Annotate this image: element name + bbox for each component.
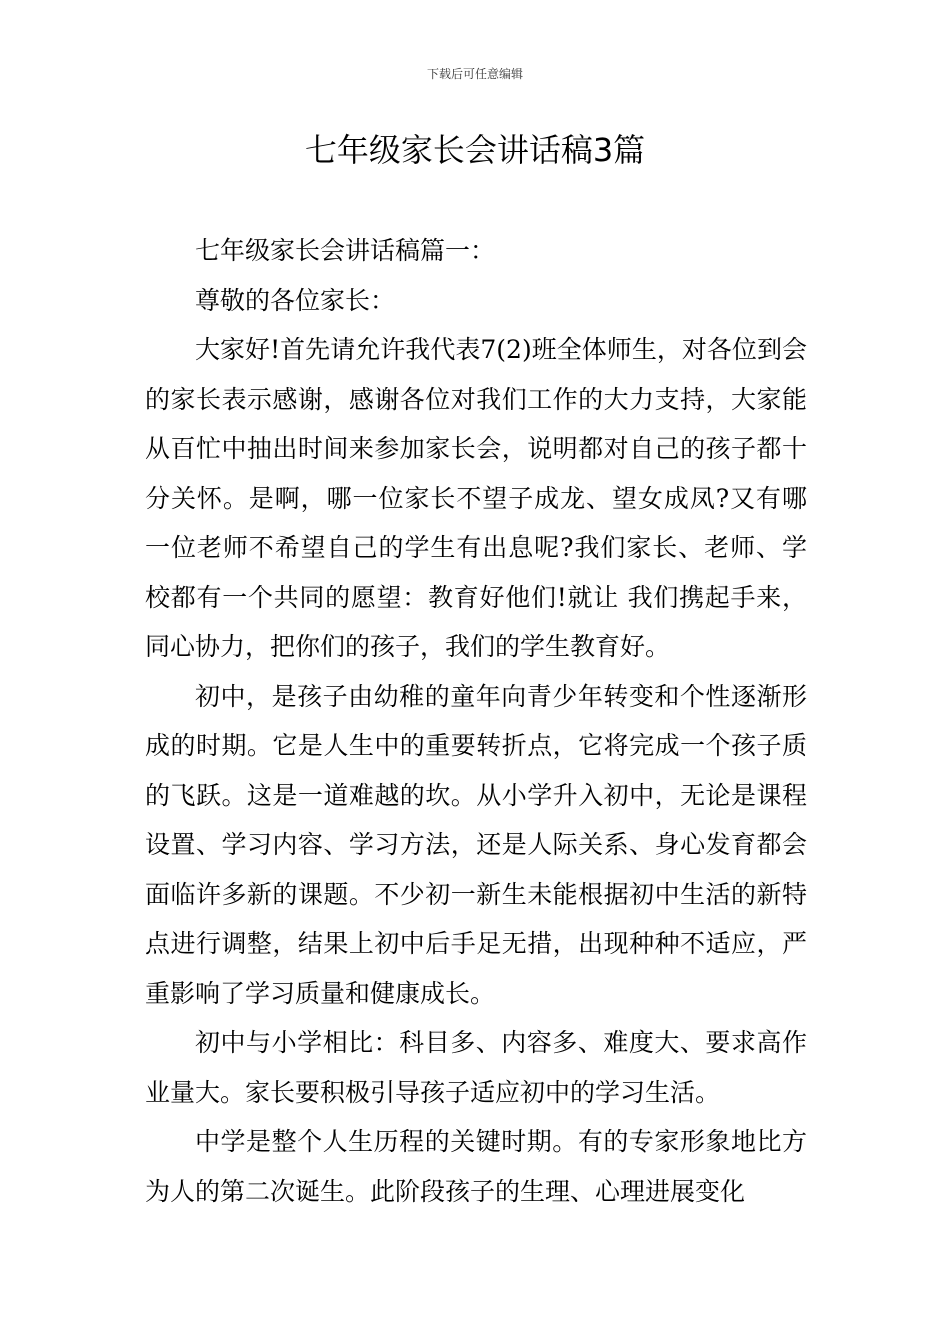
paragraph: 大家好!首先请允许我代表7(2)班全体师生，对各位到会的家长表示感谢，感谢各位对我们工作的大力支持，大家能从百忙中抽出时间来参加家长会，说明都对自己的孩子都十分关怀。是啊，哪一位家长不望子成龙、望女成凤?又有哪一位老师不希望自己的学生有出息呢?我们家长、老师、学校都有一个共同的愿望：教育好他们!就让 我们携起手来，同心协力，把你们的孩子，我们的学生教育好。 [145,335,807,661]
paragraph-section-heading: 七年级家长会讲话稿篇一： [195,236,496,265]
header-note: 下载后可任意编辑 [426,67,523,81]
document-body [145,226,807,1216]
paragraph: 初中，是孩子由幼稚的童年向青少年转变和个性逐渐形成的时期。它是人生中的重要转折点，它将完成一个孩子质的飞跃。这是一道难越的坎。从小学升入初中，无论是课程设置、学习内容、学习方法，还是人际关系、身心发育都会面临许多新的课题。不少初一新生未能根据初中生活的新特点进行调整，结果上初中后手足无措，出现种种不适应，严重影响了学习质量和健康成长。 [145,681,807,1008]
document-title: 七年级家长会讲话稿3篇 [304,131,646,169]
paragraph: 初中与小学相比：科目多、内容多、难度大、要求高作业量大。家长要积极引导孩子适应初中的学习生活。 [145,1028,807,1107]
paragraph-salutation: 尊敬的各位家长： [195,285,396,315]
paragraph: 中学是整个人生历程的关键时期。有的专家形象地比方为人的第二次诞生。此阶段孩子的生理、心理进展变化 [145,1127,807,1206]
